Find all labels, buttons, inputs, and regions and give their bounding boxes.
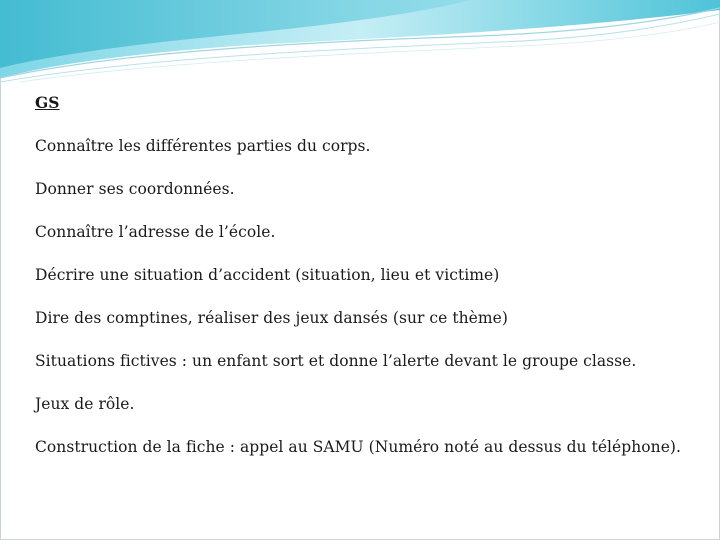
- list-item: Connaître l’adresse de l’école.: [35, 223, 276, 241]
- list-item: Dire des comptines, réaliser des jeux dansés (sur ce thème): [35, 309, 508, 327]
- slide-content: [35, 93, 705, 480]
- list-item: Connaître les différentes parties du corps.: [35, 137, 371, 155]
- header-wave-decoration: [0, 0, 720, 90]
- list-item: Situations fictives : un enfant sort et donne l’alerte devant le groupe classe.: [35, 352, 637, 370]
- list-item: Construction de la fiche : appel au SAMU (Numéro noté au dessus du téléphone).: [35, 438, 681, 456]
- section-heading: GS: [35, 93, 60, 112]
- list-item: Jeux de rôle.: [35, 395, 135, 413]
- list-item: Décrire une situation d’accident (situation, lieu et victime): [35, 266, 500, 284]
- list-item: Donner ses coordonnées.: [35, 180, 235, 198]
